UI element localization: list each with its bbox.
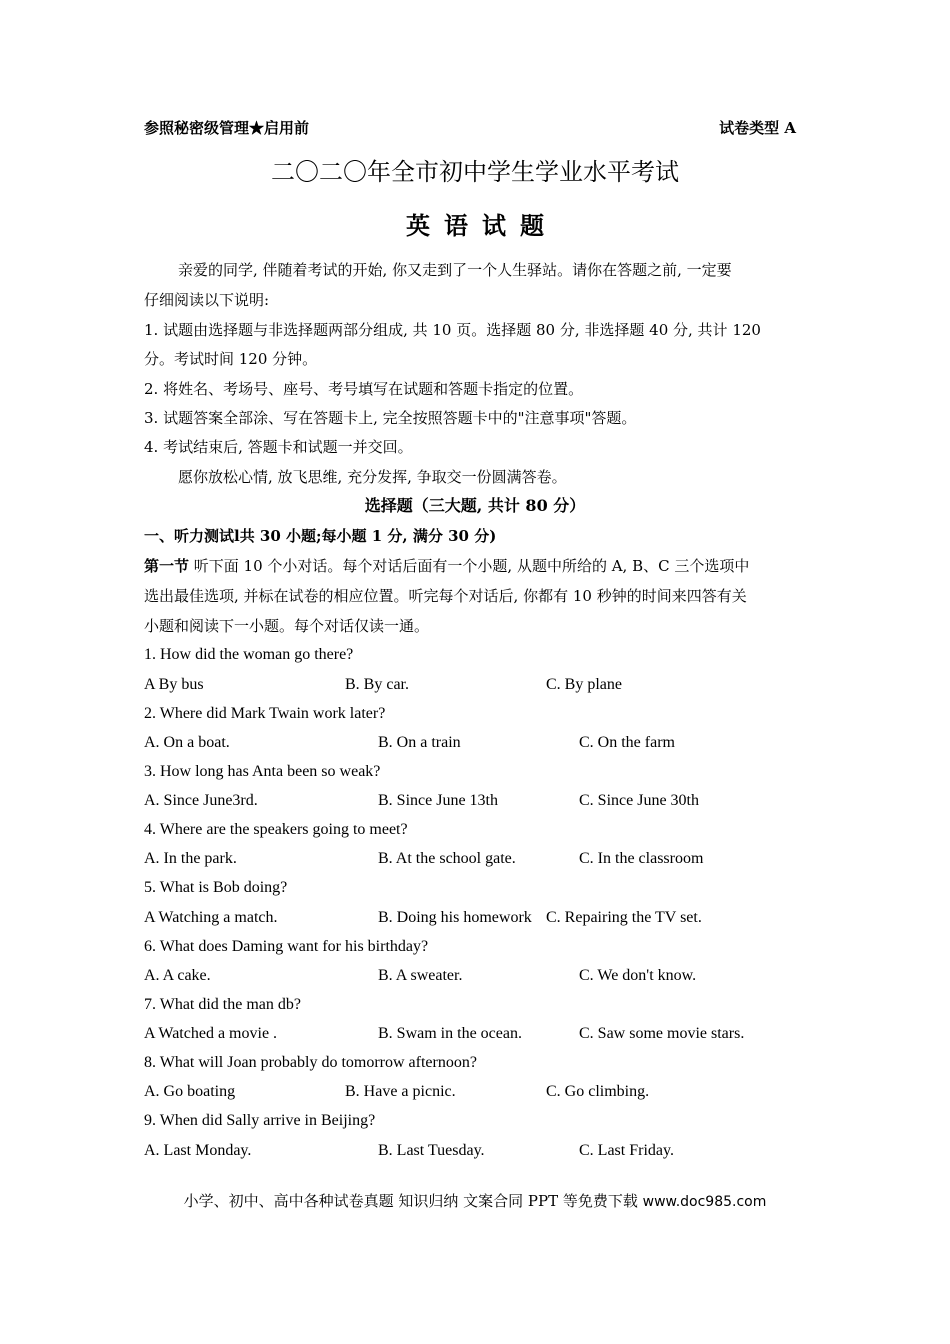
q1-option-a: A By bus: [144, 676, 204, 693]
question-1: 1. How did the woman go there?: [144, 646, 354, 663]
q3-option-a: A. Since June3rd.: [144, 792, 258, 809]
q7-option-b: B. Swam in the ocean.: [378, 1025, 522, 1042]
q4-option-b: B. At the school gate.: [378, 850, 516, 867]
q8-option-a: A. Go boating: [144, 1083, 236, 1100]
q7-option-c: C. Saw some movie stars.: [579, 1025, 745, 1042]
q3-option-c: C. Since June 30th: [579, 792, 699, 809]
section-title: 选择题（三大题, 共计 80 分）: [364, 496, 586, 515]
part1-intro-line-3: 小题和阅读下一小题。每个对话仅读一通。: [144, 617, 430, 635]
section-label: 第一节: [144, 557, 190, 575]
exam-title: 二〇二〇年全市初中学生学业水平考试: [271, 158, 679, 186]
rule-1a: 1. 试题由选择题与非选择题两部分组成, 共 10 页。选择题 80 分, 非选择题 40 分, 共计 120: [144, 321, 761, 339]
q6-option-c: C. We don't know.: [579, 967, 697, 984]
wish-line: 愿你放松心情, 放飞思维, 充分发挥, 争取交一份圆满答卷。: [178, 468, 567, 486]
part1-intro-line-1: [144, 556, 749, 576]
q9-option-b: B. Last Tuesday.: [378, 1142, 485, 1159]
question-5: 5. What is Bob doing?: [144, 879, 288, 896]
part1-intro-text: 听下面 10 个小对话。每个对话后面有一个小题, 从题中所给的 A, B、C 三个选项中: [189, 557, 750, 575]
confidentiality-label: 参照秘密级管理★启用前: [144, 119, 310, 137]
question-7: 7. What did the man db?: [144, 996, 301, 1013]
intro-line-2: 仔细阅读以下说明:: [144, 291, 270, 309]
q4-option-a: A. In the park.: [144, 850, 237, 867]
q9-option-c: C. Last Friday.: [579, 1142, 674, 1159]
q7-option-a: A Watched a movie .: [144, 1025, 278, 1042]
question-9: 9. When did Sally arrive in Beijing?: [144, 1112, 376, 1129]
q6-option-a: A. A cake.: [144, 967, 211, 984]
q8-option-c: C. Go climbing.: [546, 1083, 650, 1100]
q5-option-b: B. Doing his homework: [378, 909, 532, 926]
q2-option-c: C. On the farm: [579, 734, 675, 751]
q5-option-a: A Watching a match.: [144, 909, 278, 926]
q2-option-a: A. On a boat.: [144, 734, 230, 751]
question-8: 8. What will Joan probably do tomorrow afternoon?: [144, 1054, 477, 1071]
paper-type-label: 试卷类型 A: [719, 119, 796, 137]
part1-intro-line-2: 选出最佳选项, 并标在试卷的相应位置。听完每个对话后, 你都有 10 秒钟的时间来四答有关: [144, 587, 747, 605]
rule-3: 3. 试题答案全部涂、写在答题卡上, 完全按照答题卡中的"注意事项"答题。: [144, 409, 637, 427]
question-4: 4. Where are the speakers going to meet?: [144, 821, 408, 838]
q1-option-b: B. By car.: [345, 676, 409, 693]
part1-title: 一、听力测试l共 30 小题;每小题 1 分, 满分 30 分): [144, 527, 497, 545]
intro-line-1: 亲爱的同学, 伴随着考试的开始, 你又走到了一个人生驿站。请你在答题之前, 一定要: [178, 261, 732, 279]
question-2: 2. Where did Mark Twain work later?: [144, 705, 386, 722]
q6-option-b: B. A sweater.: [378, 967, 463, 984]
q8-option-b: B. Have a picnic.: [345, 1083, 456, 1100]
q9-option-a: A. Last Monday.: [144, 1142, 252, 1159]
q1-option-c: C. By plane: [546, 676, 622, 693]
footer-link[interactable]: www.doc985.com: [642, 1194, 767, 1210]
footer-text: 小学、初中、高中各种试卷真题 知识归纳 文案合同 PPT 等免费下载: [183, 1192, 638, 1210]
question-3: 3. How long has Anta been so weak?: [144, 763, 381, 780]
exam-subtitle: 英语试题: [406, 211, 558, 240]
q3-option-b: B. Since June 13th: [378, 792, 498, 809]
rule-4: 4. 考试结束后, 答题卡和试题一并交回。: [144, 438, 413, 456]
q5-option-c: C. Repairing the TV set.: [546, 909, 702, 926]
question-6: 6. What does Daming want for his birthday?: [144, 938, 429, 955]
page-footer: [0, 1191, 950, 1212]
q4-option-c: C. In the classroom: [579, 850, 704, 867]
rule-2: 2. 将姓名、考场号、座号、考号填写在试题和答题卡指定的位置。: [144, 380, 584, 398]
rule-1b: 分。考试时间 120 分钟。: [144, 350, 318, 368]
q2-option-b: B. On a train: [378, 734, 461, 751]
